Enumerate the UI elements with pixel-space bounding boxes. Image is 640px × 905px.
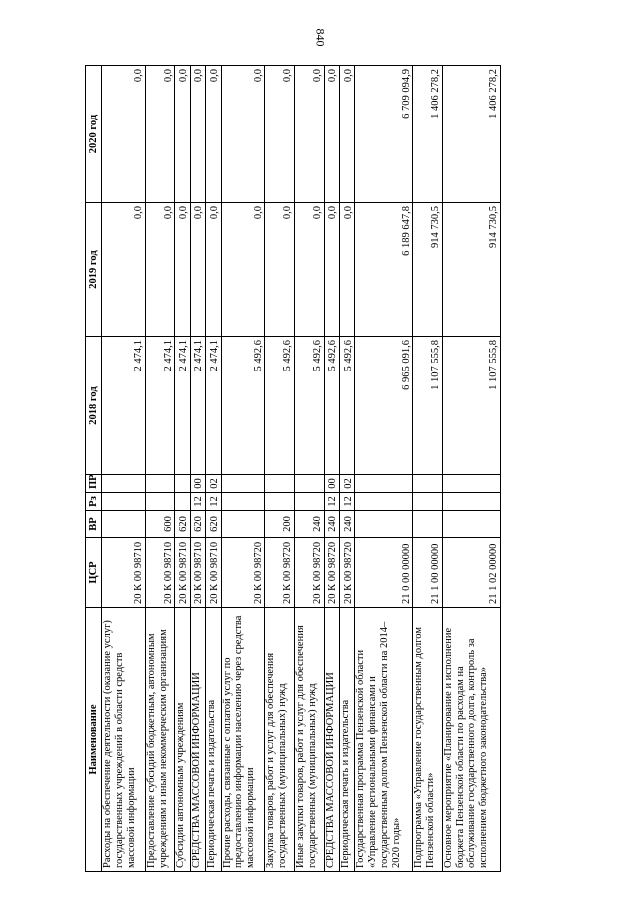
cell-csr: 20 К 00 98710 [102,538,146,608]
cell-csr: 20 К 00 98710 [175,538,190,608]
cell-2018: 1 107 555,8 [442,337,500,475]
cell-vr: 240 [339,511,354,538]
cell-2019: 0,0 [206,203,221,337]
table-header-row [86,66,102,872]
cell-csr: 21 1 02 00000 [442,538,500,608]
cell-vr: 240 [294,511,324,538]
cell-2020: 1 406 278,2 [442,66,500,203]
cell-vr [221,511,265,538]
cell-pr: 02 [339,475,354,493]
cell-csr: 21 0 00 00000 [355,538,413,608]
cell-2018: 2 474,1 [206,337,221,475]
cell-rz [145,493,175,511]
cell-csr: 20 К 00 98720 [221,538,265,608]
cell-csr: 21 1 00 00000 [413,538,443,608]
cell-2020: 0,0 [206,66,221,203]
cell-name: Подпрограмма «Управление государственным долгом Пензенской области» [413,608,443,872]
cell-2019: 0,0 [294,203,324,337]
cell-2018: 5 492,6 [294,337,324,475]
cell-2020: 0,0 [265,66,295,203]
cell-rz [175,493,190,511]
page-number: 840 [313,28,328,47]
cell-rz: 12 [206,493,221,511]
cell-2019: 0,0 [102,203,146,337]
table-row [265,66,295,872]
budget-table [85,65,501,872]
cell-2019: 0,0 [324,203,339,337]
cell-2018: 2 474,1 [145,337,175,475]
cell-2020: 6 709 094,9 [355,66,413,203]
header-pr: ПР [86,475,102,493]
cell-csr: 20 К 00 98710 [206,538,221,608]
cell-rz [413,493,443,511]
cell-2018: 5 492,6 [221,337,265,475]
cell-2019: 6 189 647,8 [355,203,413,337]
cell-2018: 2 474,1 [102,337,146,475]
cell-rz [221,493,265,511]
cell-vr [102,511,146,538]
cell-name: Прочие расходы, связанные с оплатой услуг по предоставлению информации населению через средства массовой информации [221,608,265,872]
cell-csr: 20 К 00 98710 [190,538,205,608]
cell-pr [145,475,175,493]
cell-2020: 0,0 [324,66,339,203]
cell-2019: 914 730,5 [413,203,443,337]
cell-name: Расходы на обеспечение деятельности (оказание услуг) государственных учреждений в области средств массовой информации [102,608,146,872]
cell-pr: 02 [206,475,221,493]
cell-rz [294,493,324,511]
cell-2018: 5 492,6 [339,337,354,475]
header-2020: 2020 год [86,66,102,203]
cell-rz [102,493,146,511]
cell-2019: 0,0 [145,203,175,337]
cell-rz: 12 [324,493,339,511]
cell-2020: 1 406 278,2 [413,66,443,203]
rotated-table-container [85,66,501,872]
cell-2019: 0,0 [265,203,295,337]
cell-2020: 0,0 [221,66,265,203]
table-row [221,66,265,872]
cell-2018: 2 474,1 [175,337,190,475]
cell-2018: 2 474,1 [190,337,205,475]
cell-pr [413,475,443,493]
cell-name: СРЕДСТВА МАССОВОЙ ИНФОРМАЦИИ [190,608,205,872]
cell-pr [221,475,265,493]
cell-2020: 0,0 [339,66,354,203]
cell-2018: 1 107 555,8 [413,337,443,475]
cell-pr [102,475,146,493]
cell-csr: 20 К 00 98720 [339,538,354,608]
cell-pr [442,475,500,493]
cell-pr [265,475,295,493]
cell-vr: 600 [145,511,175,538]
table-row [294,66,324,872]
cell-pr: 00 [190,475,205,493]
table-row [324,66,339,872]
cell-name: Государственная программа Пензенской области «Управление региональными финансами и государственным долгом Пензенской области на 2014–2020 годы» [355,608,413,872]
cell-vr [413,511,443,538]
cell-2019: 0,0 [190,203,205,337]
cell-name: СРЕДСТВА МАССОВОЙ ИНФОРМАЦИИ [324,608,339,872]
cell-csr: 20 К 00 98710 [145,538,175,608]
cell-name: Основное мероприятие «Планирование и исполнение бюджета Пензенской области по расходам на обслуживание государственного долга, контроль за исполнением бюджетного законодательства» [442,608,500,872]
cell-pr [294,475,324,493]
cell-rz: 12 [190,493,205,511]
cell-2018: 5 492,6 [265,337,295,475]
cell-name: Периодическая печать и издательства [206,608,221,872]
cell-2019: 0,0 [339,203,354,337]
cell-2020: 0,0 [294,66,324,203]
cell-rz: 12 [339,493,354,511]
cell-csr: 20 К 00 98720 [265,538,295,608]
cell-csr: 20 К 00 98720 [324,538,339,608]
cell-rz [355,493,413,511]
cell-2020: 0,0 [190,66,205,203]
cell-csr: 20 К 00 98720 [294,538,324,608]
cell-vr: 200 [265,511,295,538]
table-row [355,66,413,872]
header-vr: ВР [86,511,102,538]
cell-name: Иные закупки товаров, работ и услуг для обеспечения государственных (муниципальных) нужд [294,608,324,872]
cell-name: Закупка товаров, работ и услуг для обеспечения государственных (муниципальных) нужд [265,608,295,872]
cell-name: Периодическая печать и издательства [339,608,354,872]
cell-rz [265,493,295,511]
cell-vr: 240 [324,511,339,538]
table-row [413,66,443,872]
cell-2019: 0,0 [221,203,265,337]
cell-vr: 620 [190,511,205,538]
header-2019: 2019 год [86,203,102,337]
cell-vr [442,511,500,538]
header-name: Наименование [86,608,102,872]
header-csr: ЦСР [86,538,102,608]
cell-vr: 620 [175,511,190,538]
cell-name: Предоставление субсидий бюджетным, автономным учреждениям и иным некоммерческим организациям [145,608,175,872]
cell-2018: 5 492,6 [324,337,339,475]
cell-vr: 620 [206,511,221,538]
table-row [102,66,146,872]
table-row [442,66,500,872]
cell-2020: 0,0 [175,66,190,203]
header-rz: Рз [86,493,102,511]
header-2018: 2018 год [86,337,102,475]
table-row [190,66,205,872]
cell-vr [355,511,413,538]
table-row [206,66,221,872]
cell-rz [442,493,500,511]
table-row [175,66,190,872]
cell-2018: 6 965 091,6 [355,337,413,475]
cell-2020: 0,0 [145,66,175,203]
cell-2019: 0,0 [175,203,190,337]
cell-2020: 0,0 [102,66,146,203]
table-row [339,66,354,872]
cell-name: Субсидии автономным учреждениям [175,608,190,872]
rotated-table-wrapper [85,66,501,872]
table-row [145,66,175,872]
cell-pr [355,475,413,493]
cell-2019: 914 730,5 [442,203,500,337]
cell-pr: 00 [324,475,339,493]
cell-pr [175,475,190,493]
